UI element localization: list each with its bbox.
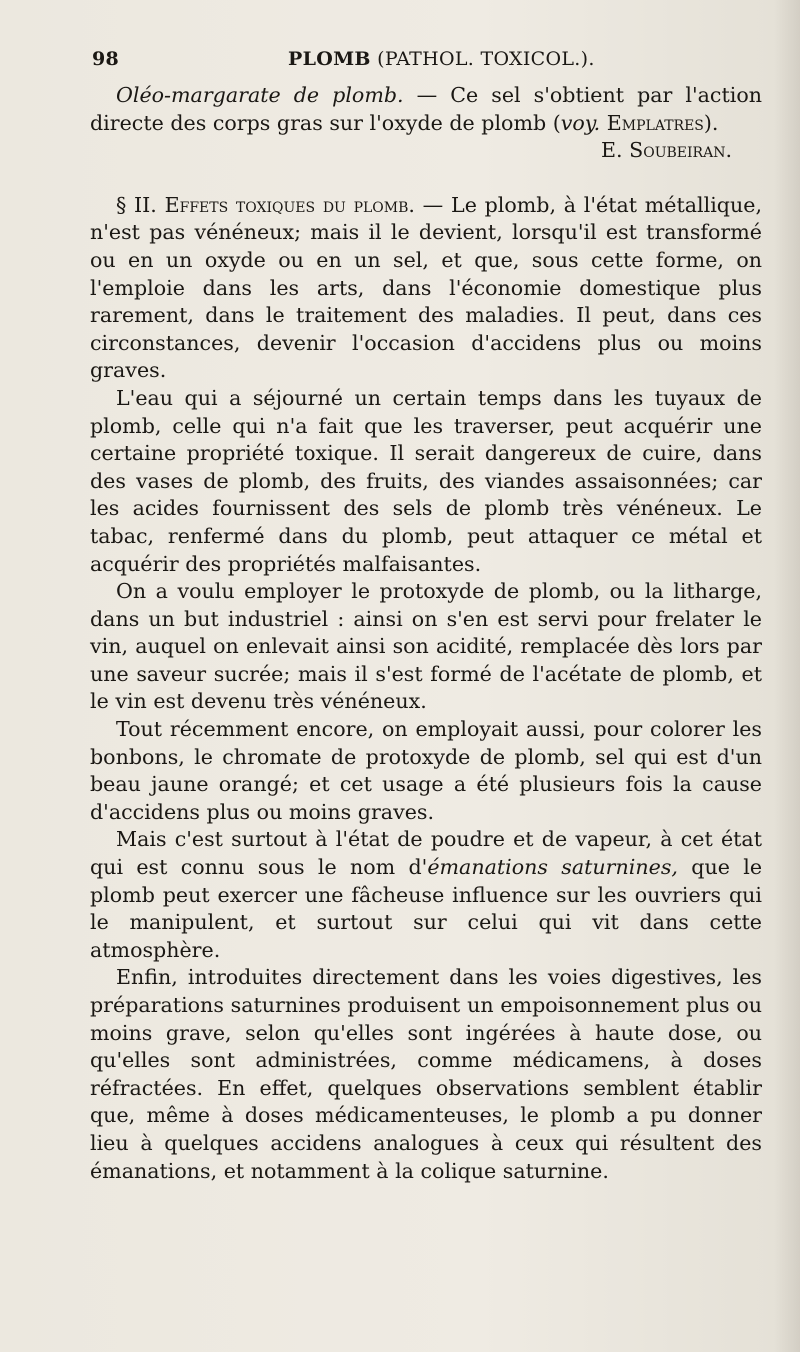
author-signature-text: E. Soubeiran. (601, 138, 732, 163)
intro-ref-target: Emplatres (600, 110, 704, 135)
intro-text: — Ce sel s'obtient par l'action directe des corps gras sur l'oxyde de plomb ( (90, 83, 762, 135)
paragraph-emanations (90, 826, 762, 964)
page-gutter-shadow (774, 0, 800, 1352)
paragraph-final: Enfin, introduites directement dans les voies digestives, les préparations saturnines produisent un empoisonnement plus ou moins grave, selon qu'elles sont ingérées à haute dose, ou qu'elles sont administrées, comme médicamens, à doses réfractées. En effet, quelques observations semblent établir que, même à doses médicamenteuses, le plomb a pu donner lieu à quelques accidens analogues à ceux qui résultent des émanations, et notamment à la colique saturnine. (90, 965, 762, 1183)
author-signature (90, 137, 762, 165)
paragraph-eau: L'eau qui a séjourné un certain temps dans les tuyaux de plomb, celle qui n'a fait que les traverser, peut acquérir une certaine propriété toxique. Il serait dangereux de cuire, dans des vases de plomb, des fruits, des viandes assaisonnées; car les acides fournissent des sels de plomb très vénéneux. Le tabac, renfermé dans du plomb, peut attaquer ce métal et acquérir des propriétés malfaisantes. (90, 385, 762, 576)
section-number: § II. (116, 192, 157, 217)
running-title (288, 48, 595, 70)
page-number: 98 (92, 48, 120, 70)
paragraph-litharge: On a voulu employer le protoxyde de plomb, ou la litharge, dans un but industriel : ainsi on s'en est servi pour frelater le vin, auquel on enlevait ainsi son acidité, remplacée dès lors par une saveur sucrée; mais il s'est formé de l'acétate de plomb, et le vin est devenu très vénéneux. (90, 579, 762, 714)
running-title-sub: (PATHOL. TOXICOL.). (377, 48, 595, 70)
section-paragraph (90, 192, 762, 385)
emanations-before: Mais c'est surtout à l'état de poudre et de vapeur, à cet état qui est connu sous le nom d' (90, 827, 762, 880)
running-head (92, 48, 762, 74)
article-body (90, 82, 762, 1185)
section-text: — Le plomb, à l'état métallique, n'est pas vénéneux; mais il le devient, lorsqu'il est transformé ou en un oxyde ou en un sel, et que, sous cette forme, on l'emploie dans les arts, dans l'économie domestique plus rarement, dans le traitement des maladies. Il peut, dans ces circonstances, devenir l'occasion d'accidens plus ou moins graves. (90, 192, 762, 383)
running-title-main: PLOMB (288, 48, 371, 70)
emanations-after: que le plomb peut exercer une fâcheuse influence sur les ouvriers qui le manipulent, et surtout sur celui qui vit dans cette atmosphère. (90, 855, 763, 962)
paragraph-bonbons: Tout récemment encore, on employait aussi, pour colorer les bonbons, le chromate de protoxyde de plomb, sel qui est d'un beau jaune orangé; et cet usage a été plusieurs fois la cause d'accidens plus ou moins graves. (90, 717, 762, 824)
intro-ref-voy: voy. (560, 110, 601, 135)
section-heading: Effets toxiques du plomb. (156, 192, 415, 217)
intro-term: Oléo-margarate de plomb. (116, 83, 404, 107)
emanations-term: émanations saturnines, (427, 855, 678, 880)
section-gap (90, 165, 762, 192)
intro-ref-close: ). (703, 110, 719, 135)
intro-paragraph (90, 82, 762, 137)
